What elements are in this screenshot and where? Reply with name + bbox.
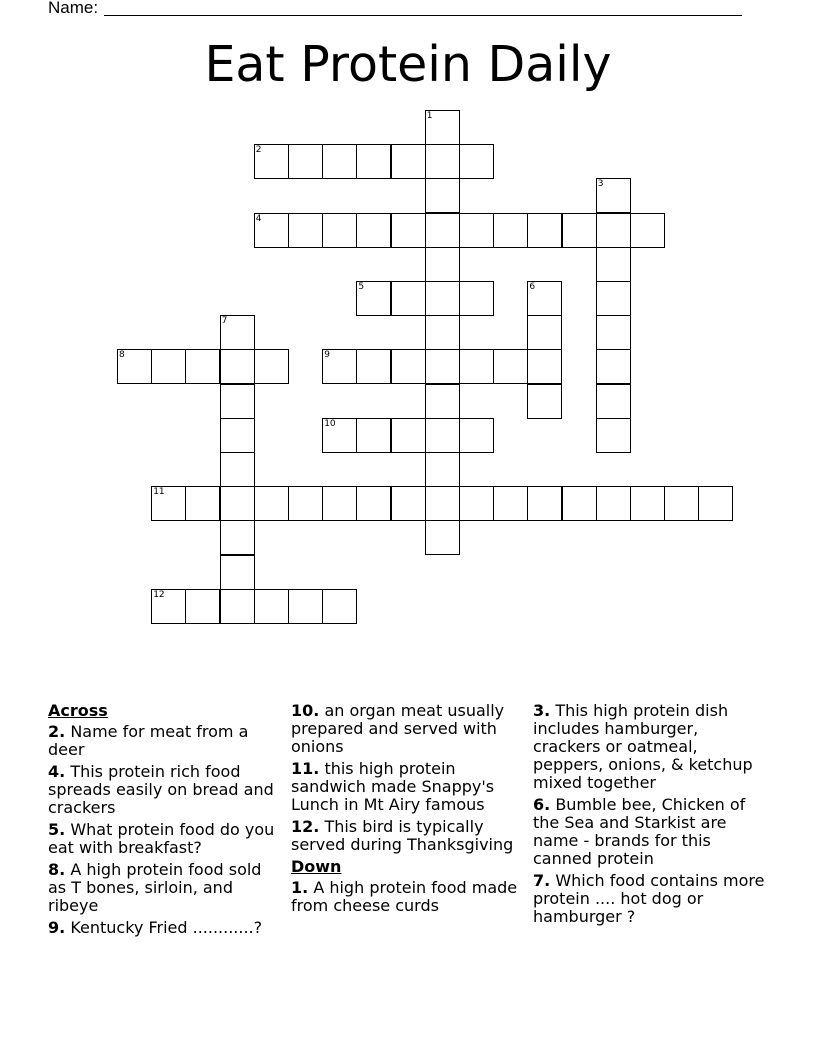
- crossword-cell[interactable]: [288, 213, 323, 248]
- clue-text: What protein food do you eat with breakfast?: [48, 820, 275, 857]
- crossword-cell[interactable]: [391, 349, 426, 384]
- clue-down-7: [533, 872, 767, 926]
- clue-down-6: [533, 796, 767, 868]
- cell-number: 4: [255, 213, 262, 224]
- crossword-cell[interactable]: [459, 486, 494, 521]
- crossword-cell[interactable]: [254, 144, 289, 179]
- clue-text: Name for meat from a deer: [48, 722, 249, 759]
- cell-number: 11: [153, 487, 165, 498]
- clue-number: 8.: [48, 860, 66, 879]
- crossword-cell[interactable]: [322, 144, 357, 179]
- crossword-cell[interactable]: [527, 315, 562, 350]
- crossword-cell[interactable]: [356, 213, 391, 248]
- crossword-cell[interactable]: [151, 589, 186, 624]
- crossword-cell[interactable]: [220, 349, 255, 384]
- crossword-cell[interactable]: [596, 486, 631, 521]
- crossword-cell[interactable]: [220, 418, 255, 453]
- crossword-cell[interactable]: [425, 384, 460, 419]
- clue-number: 7.: [533, 871, 551, 890]
- crossword-cell[interactable]: [288, 486, 323, 521]
- crossword-cell[interactable]: [425, 281, 460, 316]
- clues-column-3: [533, 702, 767, 930]
- clue-text: Which food contains more protein .... hot dog or hamburger ?: [533, 871, 765, 926]
- clue-number: 11.: [291, 759, 320, 778]
- crossword-cell[interactable]: [151, 486, 186, 521]
- clue-across-10: [291, 702, 525, 756]
- crossword-cell[interactable]: [425, 520, 460, 555]
- clue-text: This bird is typically served during Thanksgiving: [291, 817, 514, 854]
- clue-across-2: [48, 723, 282, 759]
- crossword-cell[interactable]: [596, 213, 631, 248]
- clue-across-4: [48, 763, 282, 817]
- clue-text: Kentucky Fried ............?: [70, 918, 263, 937]
- crossword-cell[interactable]: [596, 178, 631, 213]
- clue-number: 3.: [533, 701, 551, 720]
- crossword-cell[interactable]: [493, 349, 528, 384]
- crossword-cell[interactable]: [356, 349, 391, 384]
- crossword-cell[interactable]: [220, 520, 255, 555]
- crossword-cell[interactable]: [425, 349, 460, 384]
- crossword-cell[interactable]: [151, 349, 186, 384]
- crossword-cell[interactable]: [596, 384, 631, 419]
- down-heading: Down: [291, 857, 342, 876]
- crossword-cell[interactable]: [356, 144, 391, 179]
- clue-across-8: [48, 861, 282, 915]
- crossword-cell[interactable]: [185, 486, 220, 521]
- crossword-cell[interactable]: [425, 178, 460, 213]
- crossword-cell[interactable]: [562, 213, 597, 248]
- crossword-cell[interactable]: [527, 384, 562, 419]
- crossword-cell[interactable]: [425, 144, 460, 179]
- crossword-cell[interactable]: [562, 486, 597, 521]
- cell-number: 3: [597, 179, 604, 190]
- crossword-cell[interactable]: [322, 589, 357, 624]
- crossword-cell[interactable]: [630, 486, 665, 521]
- cell-number: 1: [426, 111, 433, 121]
- crossword-cell[interactable]: [391, 281, 426, 316]
- crossword-cell[interactable]: [527, 349, 562, 384]
- clue-text: This high protein dish includes hamburger, crackers or oatmeal, peppers, onions, & ketchup mixed together: [533, 701, 753, 792]
- across-heading: Across: [48, 701, 108, 720]
- clue-number: 4.: [48, 762, 66, 781]
- crossword-cell[interactable]: [425, 213, 460, 248]
- clue-number: 9.: [48, 918, 66, 937]
- cell-number: 5: [358, 282, 365, 292]
- crossword-cell[interactable]: [425, 452, 460, 487]
- crossword-cell[interactable]: [185, 589, 220, 624]
- crossword-cell[interactable]: [425, 247, 460, 282]
- clue-text: This protein rich food spreads easily on bread and crackers: [48, 762, 274, 817]
- crossword-cell[interactable]: [185, 349, 220, 384]
- crossword-cell[interactable]: [322, 486, 357, 521]
- crossword-cell[interactable]: [425, 418, 460, 453]
- crossword-cell[interactable]: [596, 349, 631, 384]
- clue-text: A high protein food made from cheese curds: [291, 878, 518, 915]
- crossword-cell[interactable]: [254, 589, 289, 624]
- crossword-cell[interactable]: [220, 452, 255, 487]
- crossword-cell[interactable]: [425, 486, 460, 521]
- clue-text: this high protein sandwich made Snappy's Lunch in Mt Airy famous: [291, 759, 495, 814]
- crossword-cell[interactable]: [288, 144, 323, 179]
- crossword-cell[interactable]: [117, 349, 152, 384]
- crossword-cell[interactable]: [391, 486, 426, 521]
- clues-column-1: [48, 702, 282, 941]
- crossword-cell[interactable]: [596, 281, 631, 316]
- crossword-cell[interactable]: [322, 213, 357, 248]
- crossword-cell[interactable]: [322, 349, 357, 384]
- crossword-cell[interactable]: [596, 418, 631, 453]
- clue-number: 2.: [48, 722, 66, 741]
- crossword-cell[interactable]: [459, 349, 494, 384]
- crossword-cell[interactable]: [459, 213, 494, 248]
- clue-number: 1.: [291, 878, 309, 897]
- crossword-cell[interactable]: [391, 144, 426, 179]
- name-label: Name:: [48, 0, 99, 17]
- clue-across-9: [48, 919, 282, 937]
- crossword-cell[interactable]: [254, 349, 289, 384]
- crossword-cell[interactable]: [356, 486, 391, 521]
- clue-number: 12.: [291, 817, 320, 836]
- crossword-cell[interactable]: [356, 281, 391, 316]
- clue-across-11: [291, 760, 525, 814]
- clue-text: Bumble bee, Chicken of the Sea and Starkist are name - brands for this canned protein: [533, 795, 746, 868]
- crossword-cell[interactable]: [391, 213, 426, 248]
- crossword-cell[interactable]: [254, 213, 289, 248]
- cell-number: 8: [119, 350, 125, 361]
- clue-text: an organ meat usually prepared and served with onions: [291, 701, 505, 756]
- cell-number: 2: [255, 145, 262, 156]
- crossword-cell[interactable]: [220, 315, 255, 350]
- crossword-cell[interactable]: [459, 281, 494, 316]
- crossword-cell[interactable]: [493, 486, 528, 521]
- crossword-cell[interactable]: [698, 486, 733, 521]
- crossword-cell[interactable]: [527, 486, 562, 521]
- clue-down-3: [533, 702, 767, 792]
- crossword-cell[interactable]: [220, 384, 255, 419]
- crossword-cell[interactable]: [288, 589, 323, 624]
- clue-across-12: [291, 818, 525, 854]
- crossword-cell[interactable]: [630, 213, 665, 248]
- crossword-cell[interactable]: [596, 247, 631, 282]
- crossword-cell[interactable]: [527, 281, 562, 316]
- cell-number: 9: [324, 350, 330, 361]
- crossword-cell[interactable]: [254, 486, 289, 521]
- clue-number: 10.: [291, 701, 320, 720]
- clue-across-5: [48, 821, 282, 857]
- crossword-cell[interactable]: [425, 315, 460, 350]
- crossword-cell[interactable]: [493, 213, 528, 248]
- clue-down-1: [291, 879, 525, 915]
- crossword-cell[interactable]: [356, 418, 391, 453]
- page-title: Eat Protein Daily: [204, 36, 612, 93]
- crossword-cell[interactable]: [220, 486, 255, 521]
- clues-column-2: [291, 702, 525, 919]
- cell-number: 12: [153, 589, 165, 600]
- crossword-cell[interactable]: [220, 589, 255, 624]
- crossword-cell[interactable]: [391, 418, 426, 453]
- crossword-cell[interactable]: [596, 315, 631, 350]
- crossword-cell[interactable]: [322, 418, 357, 453]
- crossword-cell[interactable]: [425, 110, 460, 145]
- crossword-cell[interactable]: [220, 555, 255, 590]
- clue-number: 6.: [533, 795, 551, 814]
- crossword-cell[interactable]: [459, 144, 494, 179]
- crossword-cell[interactable]: [664, 486, 699, 521]
- crossword-cell[interactable]: [527, 213, 562, 248]
- crossword-cell[interactable]: [459, 418, 494, 453]
- clue-number: 5.: [48, 820, 66, 839]
- cell-number: 10: [324, 418, 336, 429]
- cell-number: 6: [529, 282, 536, 292]
- cell-number: 7: [221, 316, 228, 327]
- clue-text: A high protein food sold as T bones, sirloin, and ribeye: [48, 860, 262, 915]
